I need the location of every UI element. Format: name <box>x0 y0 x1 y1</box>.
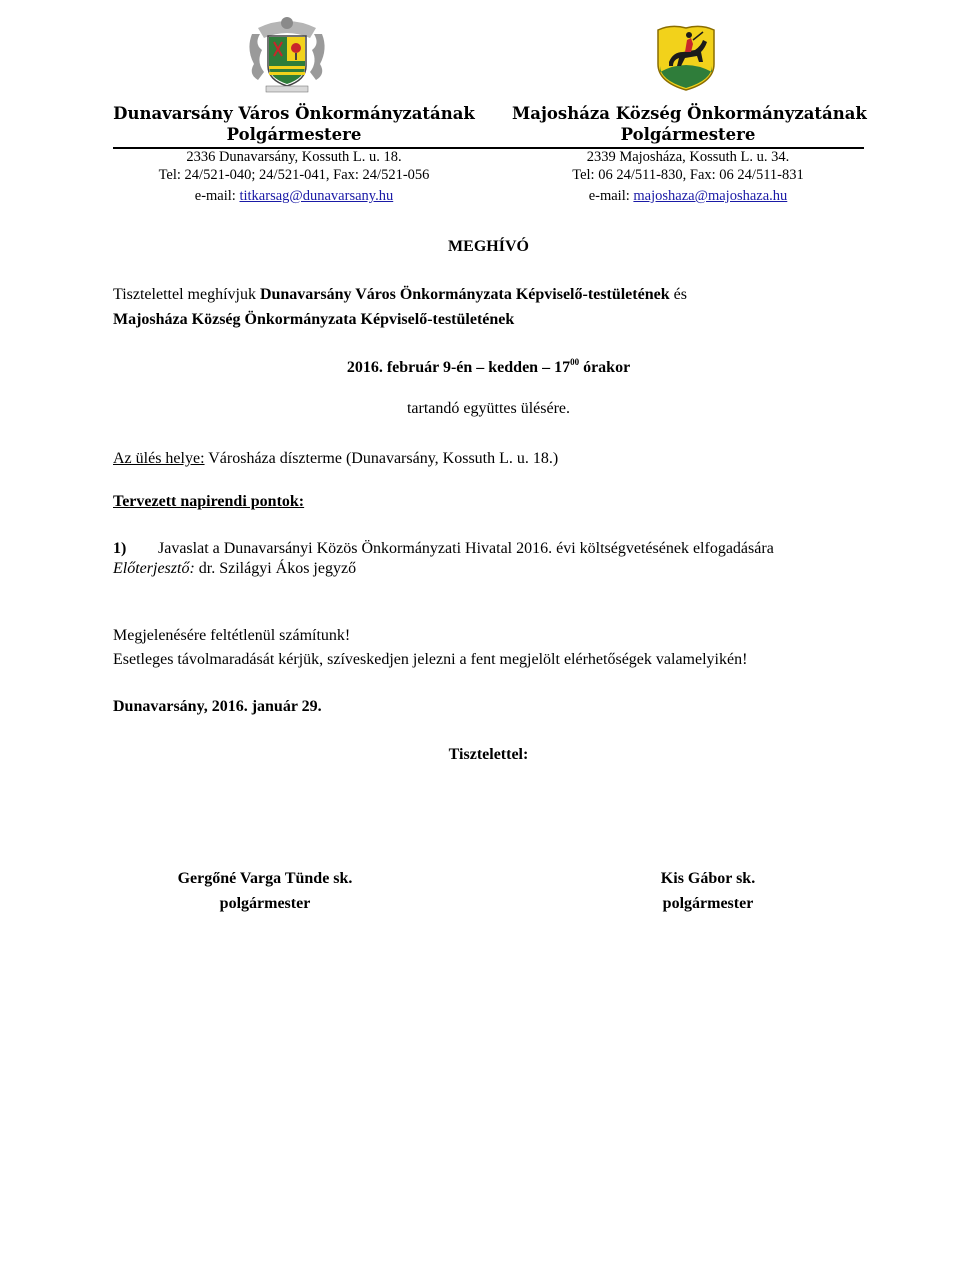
meeting-date-sup: 00 <box>570 357 580 367</box>
meeting-date <box>0 357 977 377</box>
session-text <box>0 400 977 418</box>
majoshaza-crest-icon <box>655 22 717 92</box>
location-label: Az ülés helye: <box>113 450 205 467</box>
closing-line-2-text: Esetleges távolmaradását kérjük, szíveskedjen jelezni a fent megjelölt elérhetőségek valamelyikén! <box>113 651 748 668</box>
left-contact <box>113 148 475 205</box>
right-org-name-line1: Majosháza Község Önkormányzatának <box>512 104 867 123</box>
agenda-presenter <box>113 560 356 578</box>
agenda-heading-text: Tervezett napirendi pontok: <box>113 493 305 510</box>
left-email-link[interactable]: titkarsag@dunavarsany.hu <box>239 188 394 204</box>
closing-line-2 <box>113 651 747 669</box>
agenda-presenter-name: dr. Szilágyi Ákos jegyző <box>194 560 357 577</box>
right-org-name <box>512 103 867 145</box>
meeting-date-main: 2016. február 9-én – kedden – 17 <box>346 359 571 376</box>
intro-conj: és <box>669 286 687 303</box>
right-email-line <box>512 187 864 205</box>
signatory-left <box>145 866 385 916</box>
right-contact <box>512 148 864 205</box>
right-email-link[interactable]: majoshaza@majoshaza.hu <box>633 188 788 204</box>
document-title-text: MEGHÍVÓ <box>448 238 529 255</box>
intro-line-2 <box>113 311 514 329</box>
location-value: Városháza díszterme (Dunavarsány, Kossuth L. u. 18.) <box>204 450 559 467</box>
left-address: 2336 Dunavarsány, Kossuth L. u. 18. <box>186 149 402 165</box>
right-email-prefix: e-mail: <box>588 188 634 204</box>
agenda-presenter-label: Előterjesztő: <box>113 560 195 577</box>
session-text-value: tartandó együttes ülésére. <box>406 400 571 417</box>
intro-body-1: Dunavarsány Város Önkormányzata Képviselő-testületének <box>259 286 670 303</box>
signatory-right-name: Kis Gábor sk. <box>660 870 756 887</box>
dunavarsany-crest-icon <box>244 14 330 94</box>
left-email-line <box>113 187 475 205</box>
closing-line-1 <box>113 627 350 645</box>
right-org-name-line2: Polgármestere <box>620 125 756 144</box>
signatory-left-role: polgármester <box>219 895 311 912</box>
closing-line-1-text: Megjelenésére feltétlenül számítunk! <box>113 627 351 644</box>
left-org-name <box>113 103 475 145</box>
agenda-heading <box>113 493 304 511</box>
right-phone: Tel: 06 24/511-830, Fax: 06 24/511-831 <box>572 167 804 183</box>
place-date <box>113 698 322 716</box>
signatory-left-name: Gergőné Varga Tünde sk. <box>177 870 353 887</box>
left-phone: Tel: 24/521-040; 24/521-041, Fax: 24/521-056 <box>158 167 430 183</box>
agenda-item-text: Javaslat a Dunavarsányi Közös Önkormányzati Hivatal 2016. évi költségvetésének elfogadására <box>158 540 774 557</box>
place-date-text: Dunavarsány, 2016. január 29. <box>113 698 322 715</box>
agenda-item-number: 1) <box>113 540 127 557</box>
location-line <box>113 450 558 468</box>
agenda-item <box>113 540 774 558</box>
left-email-prefix: e-mail: <box>194 188 240 204</box>
signatory-right <box>588 866 828 916</box>
document-title <box>0 238 977 256</box>
intro-line-1 <box>113 286 687 304</box>
left-org-name-line2: Polgármestere <box>226 125 362 144</box>
left-org-name-line1: Dunavarsány Város Önkormányzatának <box>113 104 475 123</box>
regards-text: Tisztelettel: <box>448 746 529 763</box>
intro-prefix: Tisztelettel meghívjuk <box>113 286 260 303</box>
intro-body-2: Majosháza Község Önkormányzata Képviselő-testületének <box>113 311 515 328</box>
right-address: 2339 Majosháza, Kossuth L. u. 34. <box>586 149 790 165</box>
regards <box>0 746 977 764</box>
signatory-right-role: polgármester <box>662 895 754 912</box>
meeting-date-suffix: órakor <box>579 359 631 376</box>
